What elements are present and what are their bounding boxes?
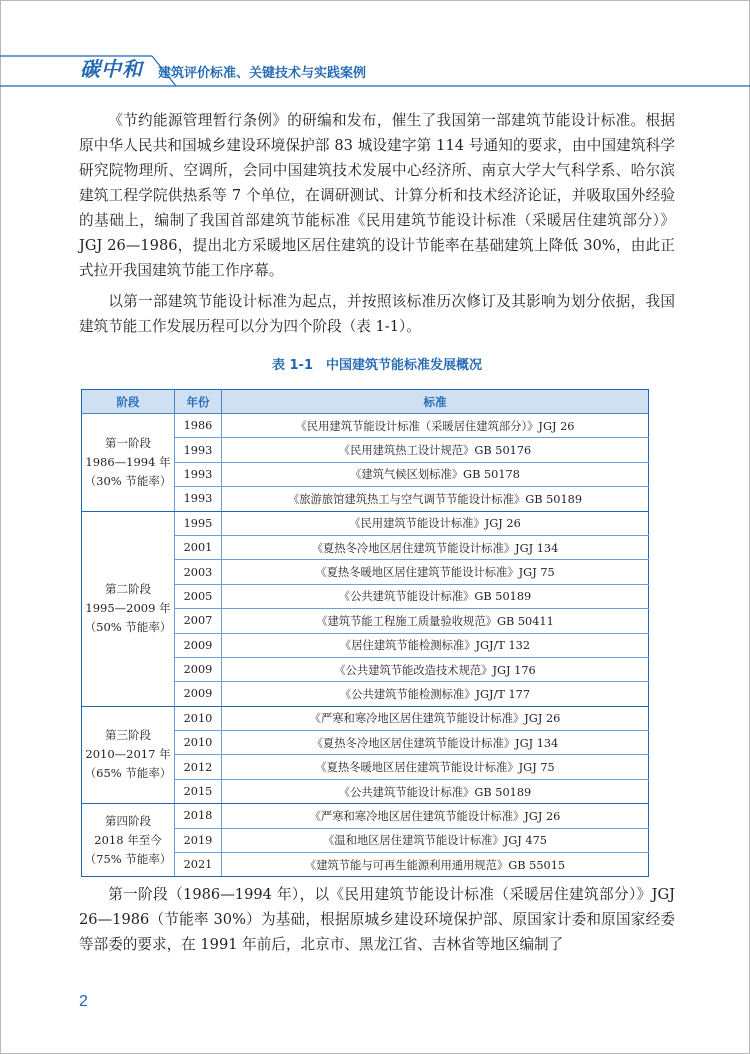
brand-logo-text: 碳中和 (80, 57, 143, 81)
stage-cell (82, 706, 175, 804)
standards-table (81, 389, 649, 877)
stage-period: 1995—2009 年 (85, 601, 171, 616)
standard-cell: 《夏热冬冷地区居住建筑节能设计标准》JGJ 134 (222, 535, 649, 559)
standard-cell: 《夏热冬暖地区居住建筑节能设计标准》JGJ 75 (222, 560, 649, 584)
year-cell: 2015 (175, 779, 222, 803)
paragraph-2: 以第一部建筑节能设计标准为起点，并按照该标准历次修订及其影响为划分依据，我国建筑节能工作发展历程可以分为四个阶段（表 1-1）。 (79, 293, 675, 335)
running-header (0, 0, 750, 95)
stage-rate: （65% 节能率） (84, 766, 172, 781)
stage-name: 第三阶段 (105, 728, 151, 743)
standard-cell: 《温和地区居住建筑节能设计标准》JGJ 475 (222, 828, 649, 852)
year-cell: 2003 (175, 560, 222, 584)
year-cell: 2001 (175, 535, 222, 559)
standard-cell: 《公共建筑节能改造技术规范》JGJ 176 (222, 657, 649, 681)
standard-cell: 《公共建筑节能检测标准》JGJ/T 177 (222, 682, 649, 706)
standard-cell: 《建筑节能与可再生能源利用通用规范》GB 55015 (222, 853, 649, 877)
standard-cell: 《居住建筑节能检测标准》JGJ/T 132 (222, 633, 649, 657)
header-stage: 阶段 (82, 390, 175, 414)
standard-cell: 《旅游旅馆建筑热工与空气调节节能设计标准》GB 50189 (222, 487, 649, 511)
stage-cell (82, 804, 175, 877)
table-row (82, 706, 649, 730)
standard-cell: 《民用建筑节能设计标准（采暖居住建筑部分）》JGJ 26 (222, 414, 649, 438)
year-cell: 2009 (175, 657, 222, 681)
table-row (82, 414, 649, 438)
book-title: 建筑评价标准、关键技术与实践案例 (158, 66, 367, 81)
stage-name: 第二阶段 (105, 582, 151, 597)
year-cell: 2010 (175, 706, 222, 730)
standard-cell: 《夏热冬暖地区居住建筑节能设计标准》JGJ 75 (222, 755, 649, 779)
year-cell: 2010 (175, 731, 222, 755)
stage-rate: （50% 节能率） (84, 620, 172, 635)
stage-rate: （30% 节能率） (84, 473, 172, 488)
standard-cell: 《严寒和寒冷地区居住建筑节能设计标准》JGJ 26 (222, 706, 649, 730)
year-cell: 2009 (175, 633, 222, 657)
year-cell: 1993 (175, 462, 222, 486)
paragraph-3: 第一阶段（1986—1994 年），以《民用建筑节能设计标准（采暖居住建筑部分）》JGJ 26—1986（节能率 30%）为基础，根据原城乡建设环境保护部、原国家计委和原国家经委等部委的要求，在 1991 年前后，北京市、黑龙江省、吉林省等地区编制了 (79, 886, 675, 953)
stage-cell (82, 414, 175, 512)
stage-rate: （75% 节能率） (84, 851, 172, 866)
year-cell: 2005 (175, 584, 222, 608)
stage-period: 1986—1994 年 (85, 454, 171, 469)
page-number: 2 (79, 993, 88, 1010)
stage-period: 2010—2017 年 (85, 747, 171, 762)
table-caption: 表 1-1 中国建筑节能标准发展概况 (271, 358, 482, 373)
stage-period: 2018 年至今 (94, 832, 162, 847)
year-cell: 2007 (175, 609, 222, 633)
stage-name: 第一阶段 (105, 435, 151, 450)
year-cell: 1993 (175, 487, 222, 511)
table-row (82, 511, 649, 535)
year-cell: 1993 (175, 438, 222, 462)
standard-cell: 《严寒和寒冷地区居住建筑节能设计标准》JGJ 26 (222, 804, 649, 828)
standard-cell: 《公共建筑节能设计标准》GB 50189 (222, 584, 649, 608)
standard-cell: 《民用建筑节能设计标准》JGJ 26 (222, 511, 649, 535)
standard-cell: 《夏热冬冷地区居住建筑节能设计标准》JGJ 134 (222, 731, 649, 755)
table-row (82, 804, 649, 828)
year-cell: 1995 (175, 511, 222, 535)
paragraph-1: 《节约能源管理暂行条例》的研编和发布，催生了我国第一部建筑节能设计标准。根据原中华人民共和国城乡建设环境保护部 83 城设建字第 114 号通知的要求，由中国建筑科学研究院物理所、空调所，会同中国建筑技术发展中心经济所、南京大学大气科学系、哈尔滨建筑工程学院供热系等 7 个单位，在调研测试、计算分析和技术经济论证，并吸取国外经验的基础上，编制了我国首部建筑节能标准《民用建筑节能设计标准（采暖居住建筑部分）》JGJ 26—1986，提出北方采暖地区居住建筑的设计节能率在基础建筑上降低 30%，由此正式拉开我国建筑节能工作序幕。 (79, 112, 675, 279)
year-cell: 1986 (175, 414, 222, 438)
standard-cell: 《公共建筑节能设计标准》GB 50189 (222, 779, 649, 803)
year-cell: 2009 (175, 682, 222, 706)
stage-name: 第四阶段 (105, 813, 151, 828)
year-cell: 2021 (175, 853, 222, 877)
stage-cell (82, 511, 175, 706)
standard-cell: 《建筑节能工程施工质量验收规范》GB 50411 (222, 609, 649, 633)
table-header-row (82, 390, 649, 414)
standard-cell: 《建筑气候区划标准》GB 50178 (222, 462, 649, 486)
header-standard: 标准 (222, 390, 649, 414)
year-cell: 2018 (175, 804, 222, 828)
header-year: 年份 (175, 390, 222, 414)
standard-cell: 《民用建筑热工设计规范》GB 50176 (222, 438, 649, 462)
year-cell: 2019 (175, 828, 222, 852)
year-cell: 2012 (175, 755, 222, 779)
